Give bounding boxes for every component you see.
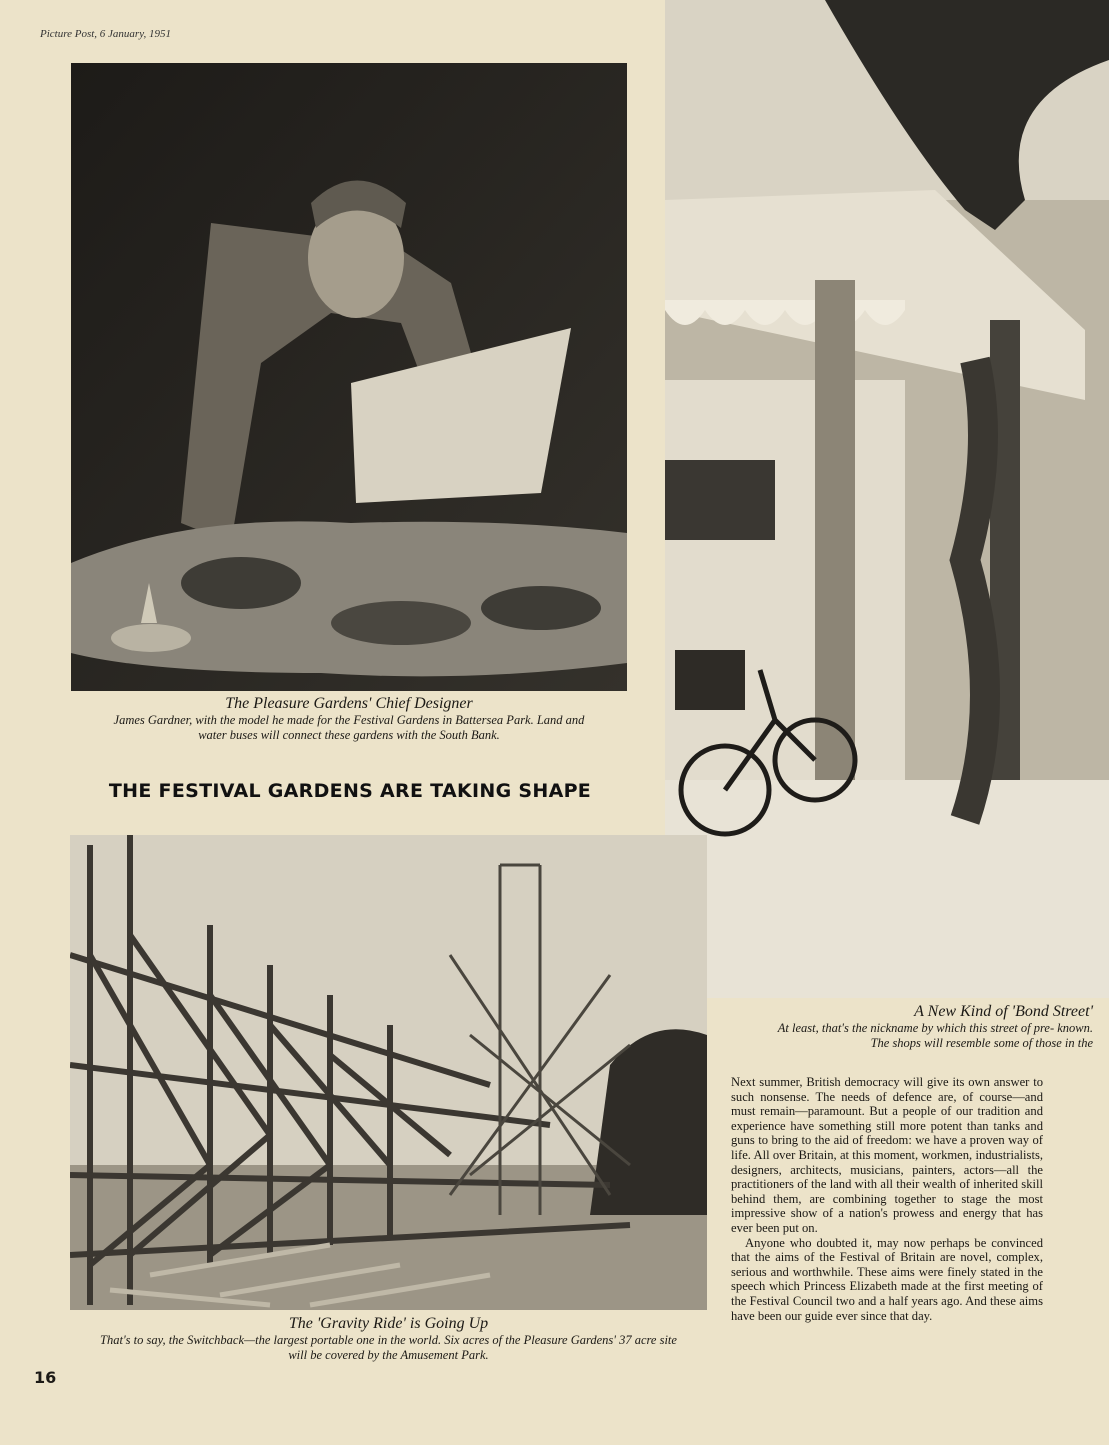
photo1-caption: James Gardner, with the model he made for the Festival Gardens in Battersea Park. Land and water buses will connect these gardens with the South Bank. — [113, 713, 585, 742]
photo3-caption: That's to say, the Switchback—the largest portable one in the world. Six acres of the Pleasure Gardens' 37 acre site will be covered by the Amusement Park. — [100, 1333, 677, 1362]
portrait-with-model-photo-icon — [71, 63, 627, 691]
article-paragraph-1: Next summer, British democracy will give its own answer to such nonsense. The needs of defence are, of course—and must remain—paramount. But a people of our tradition and experience have something still more potent than tanks and guns to bring to the aid of freedom: we have a proven way of life. All over Britain, at this moment, workmen, industrialists, designers, architects, musicians, painters, actors—all the practitioners of the land with all their wealth of inherited skill behind them, are combining together to stage the most impressive show of a nation's prowess and energy that has ever been put on. — [731, 1075, 1043, 1235]
shop-canopy-bicycle-photo-icon — [665, 0, 1109, 998]
gravity-ride-photo — [70, 835, 707, 1310]
shop-canopy-photo — [665, 0, 1109, 998]
photo3-title: The 'Gravity Ride' is Going Up — [288, 1315, 489, 1332]
photo1-title: The Pleasure Gardens' Chief Designer — [225, 695, 473, 712]
photo2-title: A New Kind of 'Bond Street' — [914, 1003, 1093, 1020]
page-headline: THE FESTIVAL GARDENS ARE TAKING SHAPE — [108, 780, 592, 802]
article-body — [731, 1075, 1043, 1323]
article-paragraph-2: Anyone who doubted it, may now perhaps be convinced that the aims of the Festival of Britain are novel, complex, serious and worthwhile. These aims were finely stated in the speech which Princess Elizabeth made at the first meeting of the Festival Council two and a half years ago. And these aims have been our guide ever since that day. — [731, 1235, 1043, 1323]
designer-photo — [71, 63, 627, 691]
publication-header: Picture Post, 6 January, 1951 — [40, 28, 171, 40]
page-number: 16 — [34, 1368, 57, 1387]
wooden-scaffold-photo-icon — [70, 835, 707, 1310]
photo2-caption: At least, that's the nickname by which this street of pre- known. The shops will resemble some of those in the — [777, 1021, 1093, 1050]
